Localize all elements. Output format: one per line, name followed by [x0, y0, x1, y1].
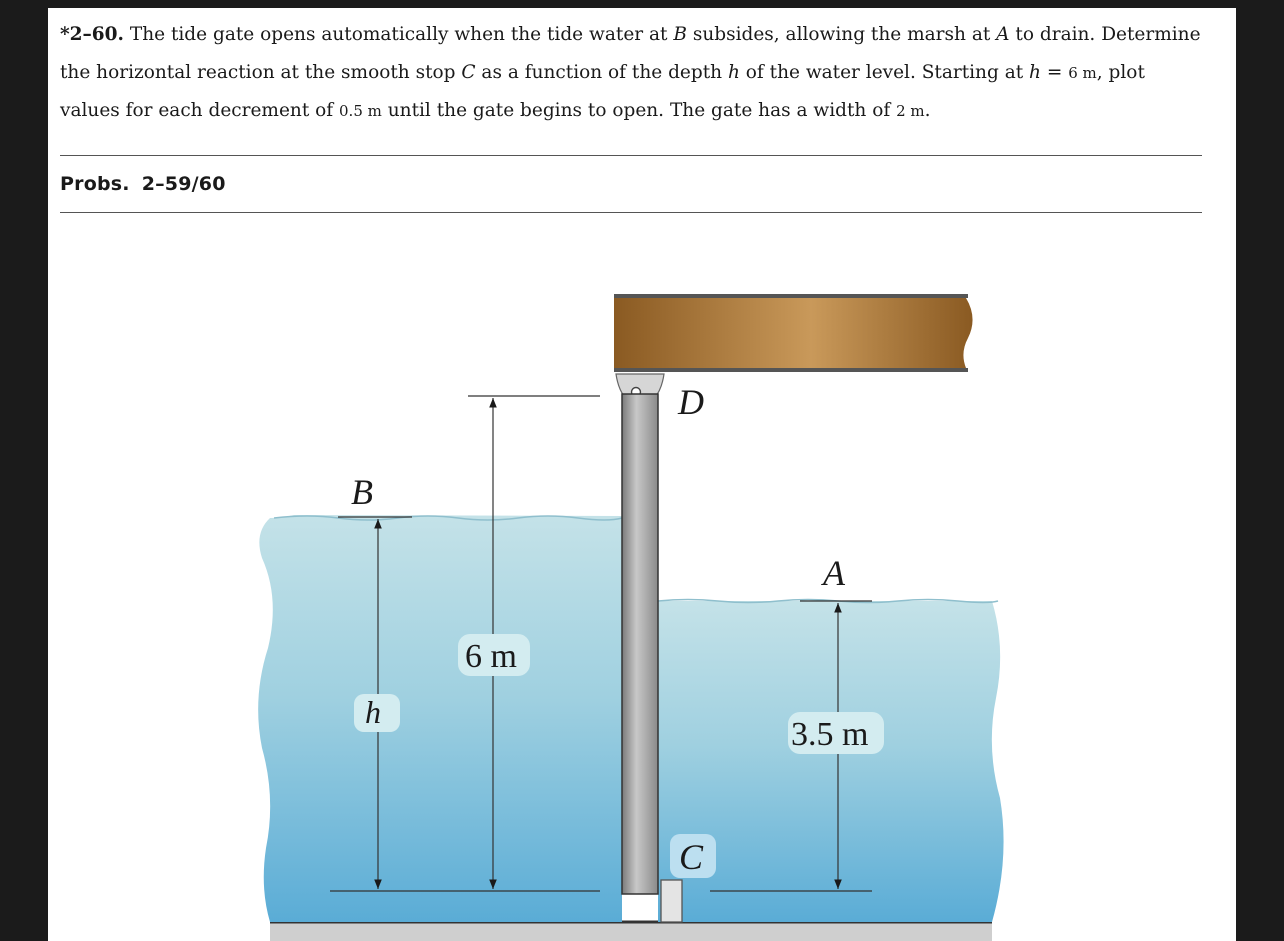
label-6m: 6 m [465, 638, 517, 675]
caption-label: Probs. [60, 173, 130, 195]
caption-numbers: 2–59/60 [141, 173, 226, 195]
variable-a: A [996, 24, 1010, 45]
label-d: D [678, 382, 704, 422]
document-page [48, 8, 1236, 941]
text-segment: of the water level. Starting at [739, 62, 1030, 83]
label-a: A [823, 553, 845, 593]
text-segment: . [924, 100, 931, 121]
text-segment: as a function of the depth [475, 62, 728, 83]
beam-top-flange [614, 294, 968, 298]
beam-bottom-flange [614, 368, 968, 372]
unit-value: 2 m [896, 102, 925, 120]
beam [614, 298, 973, 368]
label-b: B [351, 472, 373, 512]
text-segment: , plot values for each decrement of [60, 62, 1145, 121]
problem-number: *2–60. [60, 24, 124, 45]
variable-b: B [673, 24, 687, 45]
variable-h: h [1029, 62, 1041, 83]
smooth-stop-c [661, 880, 682, 922]
tide-gate-figure [48, 8, 1236, 941]
unit-value: 0.5 m [339, 102, 382, 120]
text-segment: The tide gate opens automatically when the tide water at [123, 24, 674, 45]
label-h: h [365, 694, 381, 730]
text-segment: until the gate begins to open. The gate has a width of [381, 100, 897, 121]
variable-h: h [727, 62, 740, 83]
label-c: C [679, 837, 704, 877]
unit-value: 6 m [1068, 64, 1097, 82]
tide-gate [622, 394, 658, 894]
ground [270, 922, 992, 941]
tide-water-left [258, 515, 622, 922]
text-segment: to drain. Determine the horizontal reaction at the smooth stop [60, 24, 1201, 83]
label-3-5m: 3.5 m [791, 716, 869, 753]
text-segment: subsides, allowing the marsh at [686, 24, 997, 45]
variable-c: C [461, 62, 476, 83]
text-segment: = [1040, 62, 1069, 83]
